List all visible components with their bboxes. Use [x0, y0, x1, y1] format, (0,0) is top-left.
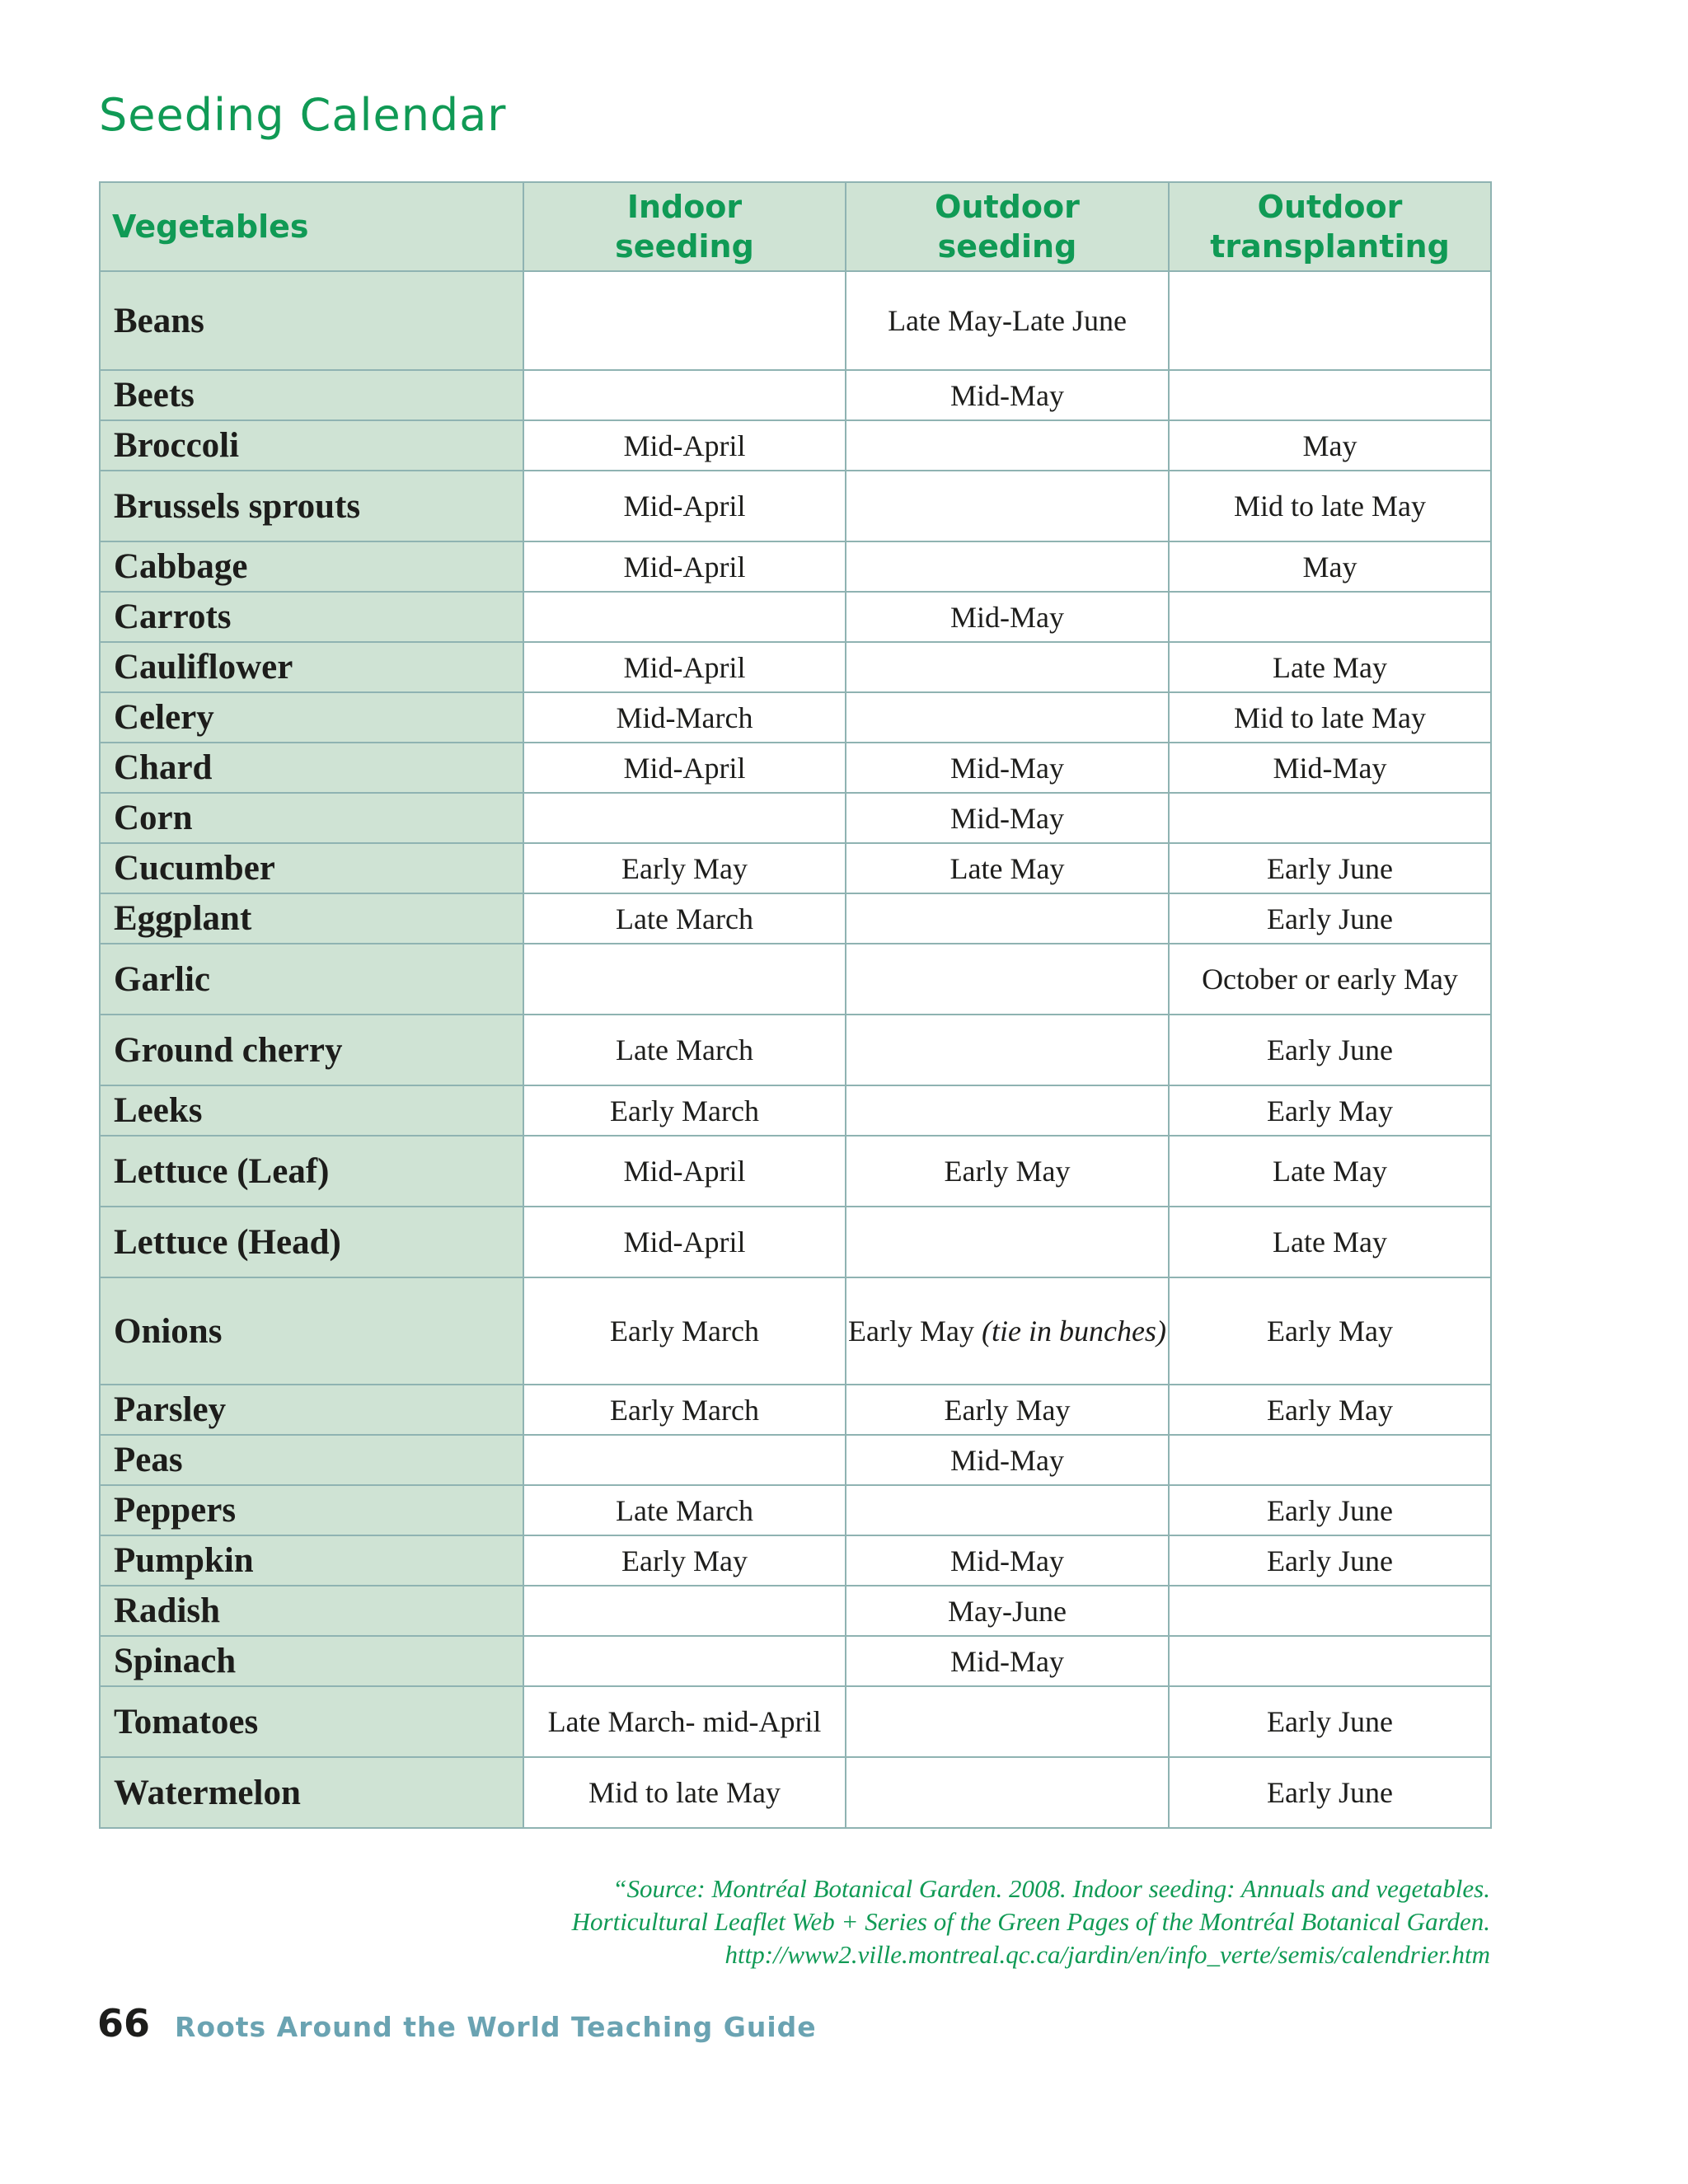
table-row	[100, 1485, 1491, 1535]
indoor-seeding-cell	[523, 1636, 846, 1686]
vegetable-name: Brussels sprouts	[100, 471, 523, 541]
indoor-seeding-cell: Mid-April	[523, 541, 846, 592]
header-line: Indoor	[626, 189, 743, 225]
vegetable-name: Peas	[100, 1435, 523, 1485]
page-number: 66	[97, 2001, 151, 2046]
indoor-seeding-cell	[523, 793, 846, 843]
header-line: transplanting	[1210, 228, 1450, 265]
header-row	[100, 182, 1491, 271]
header-line: seeding	[937, 228, 1077, 265]
column-header-vegetables: Vegetables	[100, 182, 523, 271]
cell-note: (tie in bunches)	[982, 1315, 1166, 1347]
outdoor-seeding-cell: Mid-May	[846, 743, 1169, 793]
outdoor-transplanting-cell	[1169, 592, 1491, 642]
outdoor-seeding-cell: May-June	[846, 1586, 1169, 1636]
outdoor-seeding-cell: Late May	[846, 843, 1169, 893]
source-line: Horticultural Leaflet Web + Series of the Green Pages of the Montréal Botanical Garden.	[571, 1907, 1490, 1936]
outdoor-seeding-cell: Mid-May	[846, 1535, 1169, 1586]
indoor-seeding-cell: Late March	[523, 1485, 846, 1535]
outdoor-transplanting-cell: Early May	[1169, 1085, 1491, 1136]
outdoor-transplanting-cell	[1169, 271, 1491, 370]
vegetable-name: Leeks	[100, 1085, 523, 1136]
vegetable-name: Garlic	[100, 944, 523, 1015]
table-row	[100, 1207, 1491, 1277]
outdoor-seeding-cell	[846, 471, 1169, 541]
outdoor-transplanting-cell: Early June	[1169, 893, 1491, 944]
indoor-seeding-cell: Mid to late May	[523, 1757, 846, 1828]
indoor-seeding-cell: Late March	[523, 893, 846, 944]
outdoor-transplanting-cell	[1169, 1636, 1491, 1686]
column-header-outdoor-seeding	[846, 182, 1169, 271]
outdoor-seeding-cell: Mid-May	[846, 1435, 1169, 1485]
table-row	[100, 471, 1491, 541]
outdoor-transplanting-cell: Late May	[1169, 642, 1491, 692]
outdoor-transplanting-cell: Early June	[1169, 843, 1491, 893]
indoor-seeding-cell: Mid-April	[523, 642, 846, 692]
vegetable-name: Lettuce (Leaf)	[100, 1136, 523, 1207]
header-line: seeding	[615, 228, 754, 265]
vegetable-name: Cabbage	[100, 541, 523, 592]
vegetable-name: Lettuce (Head)	[100, 1207, 523, 1277]
table-row	[100, 692, 1491, 743]
table-row	[100, 893, 1491, 944]
table-row	[100, 944, 1491, 1015]
vegetable-name: Beets	[100, 370, 523, 420]
outdoor-seeding-cell: Mid-May	[846, 1636, 1169, 1686]
indoor-seeding-cell	[523, 592, 846, 642]
table-row	[100, 370, 1491, 420]
indoor-seeding-cell: Early March	[523, 1385, 846, 1435]
vegetable-name: Eggplant	[100, 893, 523, 944]
source-citation	[572, 1872, 1490, 1971]
table-row	[100, 1535, 1491, 1586]
outdoor-transplanting-cell: Early June	[1169, 1686, 1491, 1757]
outdoor-seeding-cell	[846, 1277, 1169, 1385]
outdoor-seeding-cell: Early May	[846, 1136, 1169, 1207]
table-row	[100, 1085, 1491, 1136]
table-row	[100, 843, 1491, 893]
indoor-seeding-cell: Early March	[523, 1085, 846, 1136]
outdoor-seeding-cell	[846, 1207, 1169, 1277]
outdoor-seeding-cell	[846, 642, 1169, 692]
indoor-seeding-cell: Mid-April	[523, 1136, 846, 1207]
outdoor-seeding-cell: Mid-May	[846, 370, 1169, 420]
indoor-seeding-cell: Late March	[523, 1015, 846, 1085]
outdoor-transplanting-cell: Early June	[1169, 1015, 1491, 1085]
header-line: Outdoor	[1257, 189, 1403, 225]
indoor-seeding-cell: Early March	[523, 1277, 846, 1385]
vegetable-name: Pumpkin	[100, 1535, 523, 1586]
outdoor-seeding-cell	[846, 420, 1169, 471]
vegetable-name: Tomatoes	[100, 1686, 523, 1757]
table-row	[100, 592, 1491, 642]
source-line: “Source: Montréal Botanical Garden. 2008. Indoor seeding: Annuals and vegetables.	[612, 1874, 1490, 1903]
outdoor-transplanting-cell: Mid to late May	[1169, 692, 1491, 743]
indoor-seeding-cell	[523, 1435, 846, 1485]
outdoor-transplanting-cell: Mid to late May	[1169, 471, 1491, 541]
outdoor-transplanting-cell: Early June	[1169, 1485, 1491, 1535]
table-row	[100, 1686, 1491, 1757]
outdoor-transplanting-cell: October or early May	[1169, 944, 1491, 1015]
outdoor-transplanting-cell	[1169, 370, 1491, 420]
vegetable-name: Peppers	[100, 1485, 523, 1535]
indoor-seeding-cell	[523, 1586, 846, 1636]
outdoor-seeding-cell: Mid-May	[846, 793, 1169, 843]
vegetable-name: Cucumber	[100, 843, 523, 893]
vegetable-name: Celery	[100, 692, 523, 743]
table-row	[100, 1435, 1491, 1485]
outdoor-seeding-cell	[846, 1085, 1169, 1136]
header-line: Outdoor	[935, 189, 1080, 225]
vegetable-name: Ground cherry	[100, 1015, 523, 1085]
indoor-seeding-cell: Mid-April	[523, 1207, 846, 1277]
indoor-seeding-cell: Mid-April	[523, 420, 846, 471]
outdoor-transplanting-cell: Early May	[1169, 1277, 1491, 1385]
table-row	[100, 1015, 1491, 1085]
outdoor-seeding-cell	[846, 1686, 1169, 1757]
table-row	[100, 793, 1491, 843]
table-row	[100, 1757, 1491, 1828]
outdoor-seeding-cell: Late May-Late June	[846, 271, 1169, 370]
cell-text: Early May	[848, 1315, 974, 1347]
guide-title: Roots Around the World Teaching Guide	[175, 2011, 817, 2043]
indoor-seeding-cell: Mid-April	[523, 743, 846, 793]
outdoor-seeding-cell: Early May	[846, 1385, 1169, 1435]
outdoor-transplanting-cell	[1169, 1586, 1491, 1636]
indoor-seeding-cell	[523, 370, 846, 420]
vegetable-name: Carrots	[100, 592, 523, 642]
table-row	[100, 642, 1491, 692]
outdoor-transplanting-cell: May	[1169, 541, 1491, 592]
vegetable-name: Beans	[100, 271, 523, 370]
seeding-calendar-table-wrap	[99, 181, 1490, 1829]
outdoor-seeding-cell	[846, 692, 1169, 743]
indoor-seeding-cell: Mid-April	[523, 471, 846, 541]
vegetable-name: Broccoli	[100, 420, 523, 471]
outdoor-transplanting-cell: Early June	[1169, 1757, 1491, 1828]
column-header-outdoor-transplanting	[1169, 182, 1491, 271]
outdoor-seeding-cell	[846, 541, 1169, 592]
outdoor-seeding-cell	[846, 893, 1169, 944]
outdoor-transplanting-cell: Mid-May	[1169, 743, 1491, 793]
table-row	[100, 1586, 1491, 1636]
indoor-seeding-cell: Early May	[523, 843, 846, 893]
outdoor-seeding-cell: Mid-May	[846, 592, 1169, 642]
source-line: http://www2.ville.montreal.qc.ca/jardin/en/info_verte/semis/calendrier.htm	[724, 1940, 1490, 1969]
outdoor-seeding-cell	[846, 944, 1169, 1015]
outdoor-seeding-cell	[846, 1485, 1169, 1535]
outdoor-transplanting-cell	[1169, 793, 1491, 843]
vegetable-name: Parsley	[100, 1385, 523, 1435]
outdoor-transplanting-cell: Late May	[1169, 1207, 1491, 1277]
vegetable-name: Cauliflower	[100, 642, 523, 692]
column-header-indoor-seeding	[523, 182, 846, 271]
table-row	[100, 743, 1491, 793]
indoor-seeding-cell	[523, 271, 846, 370]
outdoor-transplanting-cell: May	[1169, 420, 1491, 471]
outdoor-transplanting-cell: Late May	[1169, 1136, 1491, 1207]
table-row	[100, 1636, 1491, 1686]
table-row	[100, 1385, 1491, 1435]
outdoor-transplanting-cell: Early June	[1169, 1535, 1491, 1586]
vegetable-name: Onions	[100, 1277, 523, 1385]
outdoor-seeding-cell	[846, 1757, 1169, 1828]
indoor-seeding-cell	[523, 944, 846, 1015]
page-title: Seeding Calendar	[99, 89, 507, 141]
outdoor-seeding-cell	[846, 1015, 1169, 1085]
indoor-seeding-cell: Mid-March	[523, 692, 846, 743]
table-header	[100, 182, 1491, 271]
table-body	[100, 271, 1491, 1828]
indoor-seeding-cell: Late March- mid-April	[523, 1686, 846, 1757]
seeding-calendar-table	[99, 181, 1492, 1829]
table-row	[100, 1277, 1491, 1385]
table-row	[100, 541, 1491, 592]
table-row	[100, 420, 1491, 471]
outdoor-transplanting-cell	[1169, 1435, 1491, 1485]
table-row	[100, 271, 1491, 370]
vegetable-name: Chard	[100, 743, 523, 793]
outdoor-transplanting-cell: Early May	[1169, 1385, 1491, 1435]
vegetable-name: Radish	[100, 1586, 523, 1636]
vegetable-name: Watermelon	[100, 1757, 523, 1828]
indoor-seeding-cell: Early May	[523, 1535, 846, 1586]
vegetable-name: Spinach	[100, 1636, 523, 1686]
table-row	[100, 1136, 1491, 1207]
vegetable-name: Corn	[100, 793, 523, 843]
page-footer	[97, 2001, 817, 2046]
